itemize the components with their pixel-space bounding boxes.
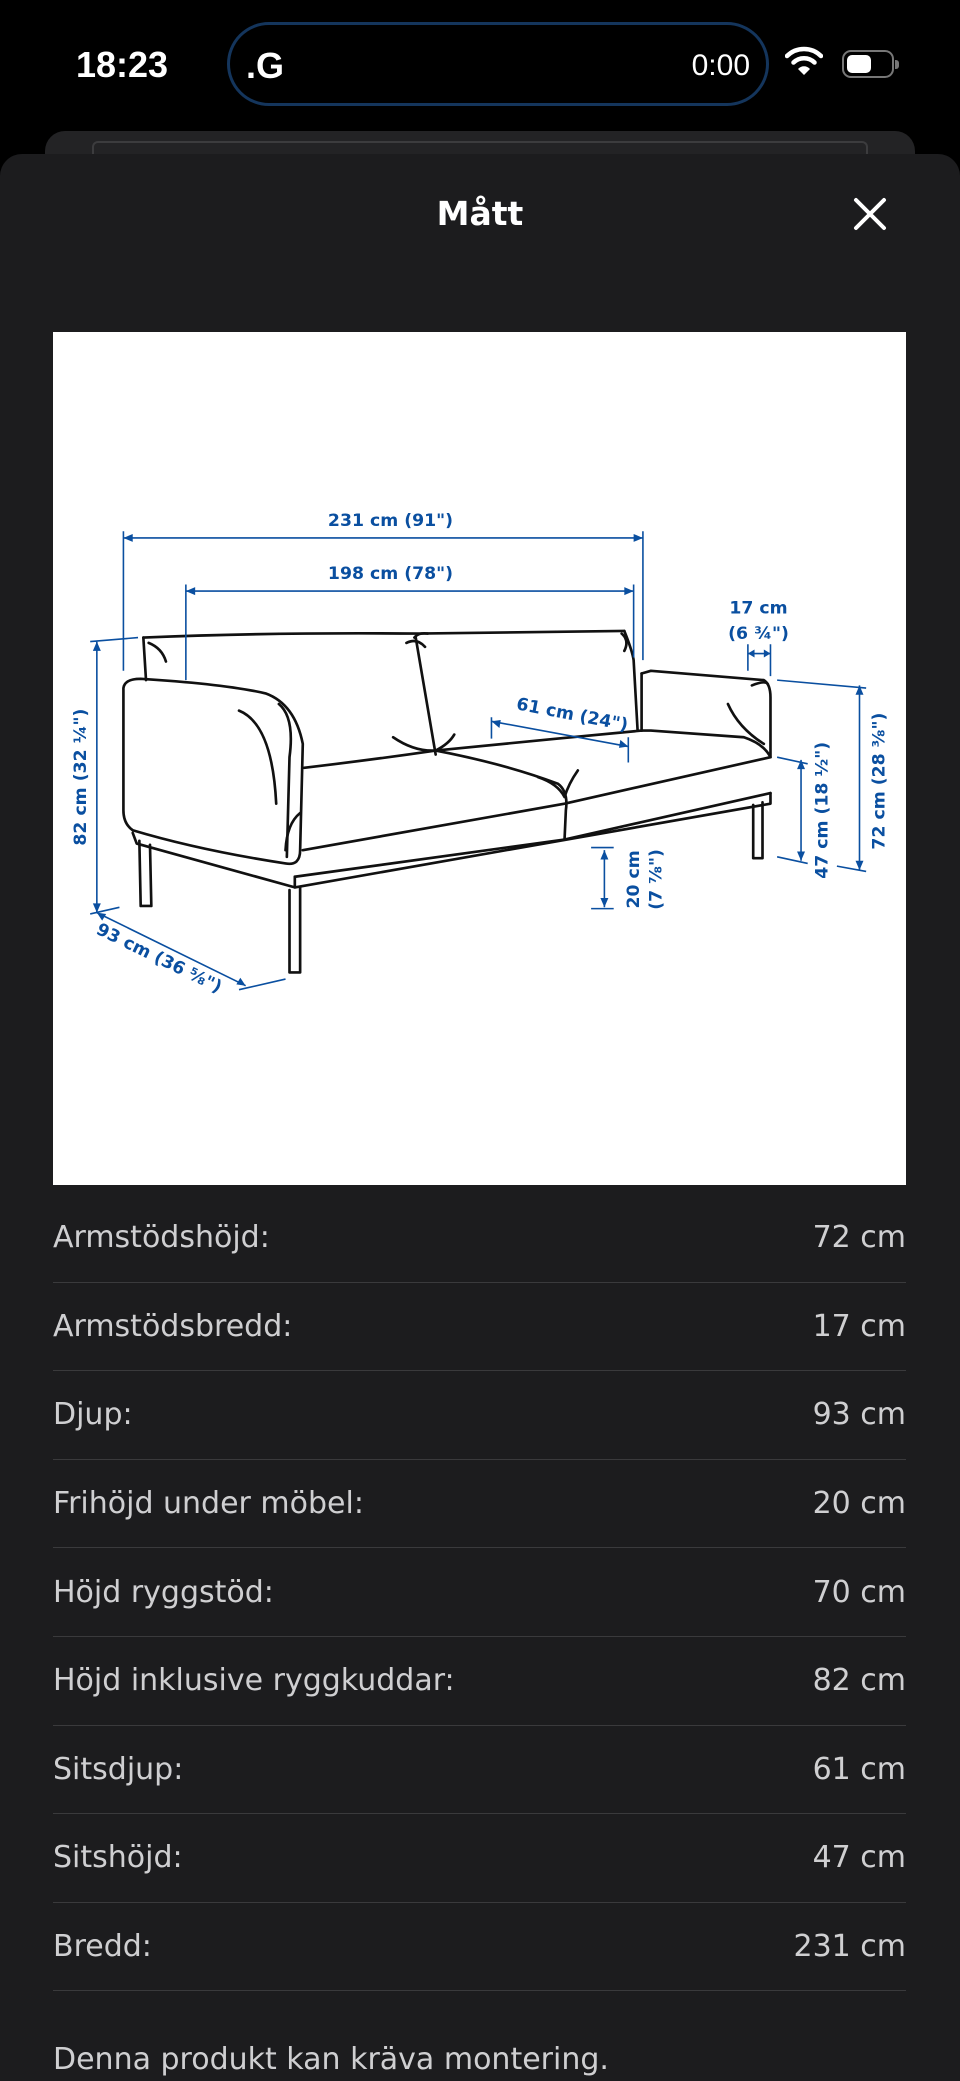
label-clearance-2: (7 ⅞") (646, 849, 667, 910)
label-width-seat: 198 cm (78") (327, 564, 454, 585)
label-seat-depth: 61 cm (24") (514, 694, 630, 736)
measurement-value: 72 cm (812, 1220, 906, 1256)
measurement-value: 17 cm (812, 1308, 906, 1344)
measurement-row (53, 1637, 906, 1726)
measurement-value: 231 cm (793, 1929, 906, 1965)
label-armrest-height: 72 cm (28 ⅜") (869, 712, 890, 850)
sheet-title: Mått (436, 194, 524, 233)
measurement-value: 61 cm (812, 1751, 906, 1787)
label-armrest-width-1: 17 cm (729, 598, 788, 619)
measurement-value: 93 cm (812, 1397, 906, 1433)
measurement-row (53, 1283, 906, 1372)
close-icon[interactable] (850, 194, 890, 234)
battery-icon (842, 50, 894, 78)
measurement-label: Sitsdjup: (53, 1751, 184, 1787)
measurement-row (53, 1371, 906, 1460)
label-clearance-1: 20 cm (623, 850, 644, 909)
label-width-total: 231 cm (91") (327, 510, 454, 531)
measurement-row (53, 1460, 906, 1549)
status-time: 18:23 (76, 44, 169, 85)
label-armrest-width-2: (6 ¾") (728, 623, 789, 644)
sofa-outline (123, 631, 770, 972)
measurement-label: Djup: (53, 1397, 133, 1433)
sofa-drawing (53, 332, 906, 1185)
measurement-row (53, 1194, 906, 1283)
measurement-label: Armstödshöjd: (53, 1220, 270, 1256)
wifi-icon (785, 46, 823, 76)
measurement-label: Höjd ryggstöd: (53, 1574, 274, 1610)
dimensions-sheet (0, 154, 960, 2081)
measurement-row (53, 1903, 906, 1992)
measurement-label: Sitshöjd: (53, 1840, 183, 1876)
measurement-label: Höjd inklusive ryggkuddar: (53, 1663, 455, 1699)
measurement-row (53, 1726, 906, 1815)
measurement-value: 82 cm (812, 1663, 906, 1699)
live-activity-pill[interactable] (227, 22, 769, 106)
label-seat-height: 47 cm (18 ½") (812, 741, 833, 879)
measurement-label: Armstödsbredd: (53, 1308, 293, 1344)
label-height-total: 82 cm (32 ¼") (71, 708, 92, 846)
activity-app: .G (246, 45, 285, 86)
measurement-value: 70 cm (812, 1574, 906, 1610)
status-bar (0, 0, 960, 130)
activity-timer: 0:00 (691, 49, 750, 82)
dimension-diagram (53, 332, 906, 1185)
measurement-row (53, 1814, 906, 1903)
measurement-label: Frihöjd under möbel: (53, 1486, 364, 1522)
label-depth: 93 cm (36 ⅝") (92, 919, 225, 998)
measurement-value: 47 cm (812, 1840, 906, 1876)
assembly-note: Denna produkt kan kräva montering. (53, 2042, 609, 2077)
measurement-value: 20 cm (812, 1486, 906, 1522)
measurement-row (53, 1548, 906, 1637)
measurement-list (53, 1194, 906, 1991)
measurement-label: Bredd: (53, 1929, 152, 1965)
